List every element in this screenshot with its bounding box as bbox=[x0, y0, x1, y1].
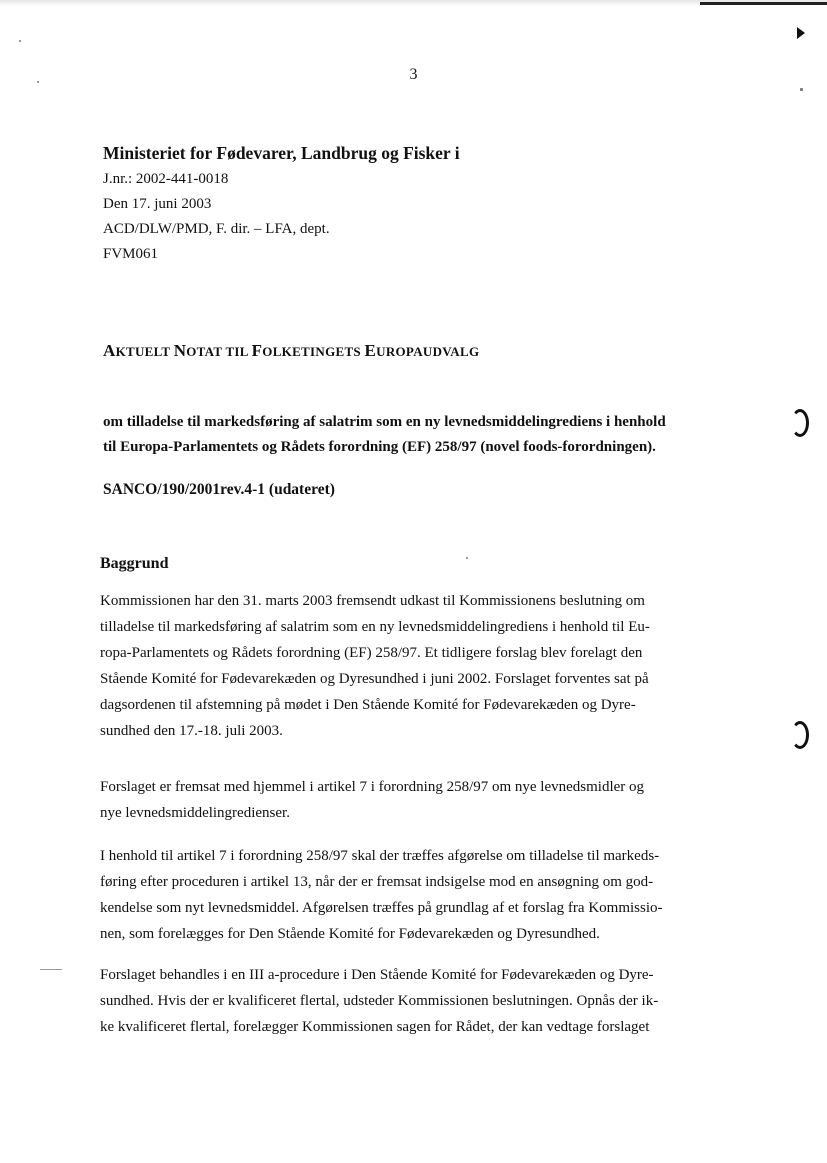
body-paragraph bbox=[100, 962, 725, 1040]
paragraph-line: Kommissionen har den 31. marts 2003 fremsendt udkast til Kommissionens beslutning om bbox=[100, 593, 645, 609]
title-cap: N bbox=[173, 341, 187, 360]
reference-number: SANCO/190/2001rev.4-1 (udateret) bbox=[103, 481, 335, 498]
subject-line: om tilladelse til markedsføring af salatrim som en ny levnedsmiddelingrediens i henhold bbox=[103, 414, 666, 430]
paragraph-line: I henhold til artikel 7 i forordning 258/97 skal der træffes afgørelse om tilladelse til markeds- bbox=[100, 848, 660, 864]
ministry-name: Ministeriet for Fødevarer, Landbrug og Fisker i bbox=[103, 143, 460, 163]
paragraph-line: sundhed den 17.-18. juli 2003. bbox=[100, 723, 283, 739]
paragraph-line: tilladelse til markedsføring af salatrim som en ny levnedsmiddelingrediens i henhold til Eu- bbox=[100, 619, 650, 635]
paragraph-line: ropa-Parlamentets og Rådets forordning (EF) 258/97. Et tidligere forslag blev forelagt den bbox=[100, 645, 643, 661]
body-paragraph bbox=[100, 843, 725, 947]
section-heading: Baggrund bbox=[100, 555, 169, 572]
document-title bbox=[103, 341, 479, 361]
title-rest: UROPAUDVALG bbox=[376, 344, 480, 359]
title-cap: E bbox=[364, 341, 377, 360]
paragraph-line: dagsordenen til afstemning på mødet i Den Stående Komité for Fødevarekæden og Dyre- bbox=[100, 697, 636, 713]
paragraph-line: nen, som forelægges for Den Stående Komité for Fødevarekæden og Dyresundhed. bbox=[100, 926, 600, 942]
title-rest: OTAT TIL bbox=[186, 344, 252, 359]
margin-mark bbox=[40, 969, 62, 970]
corner-arrow-icon bbox=[797, 27, 805, 39]
scan-speck bbox=[19, 40, 21, 42]
title-rest: KTUELT bbox=[115, 344, 174, 359]
paragraph-line: ke kvalificeret flertal, forelægger Kommissionen sagen for Rådet, der kan vedtage forslaget bbox=[100, 1019, 650, 1035]
paragraph-line: sundhed. Hvis der er kvalificeret flertal, udsteder Kommissionen beslutningen. Opnås der ik- bbox=[100, 993, 659, 1009]
scan-speck bbox=[800, 88, 803, 91]
paragraph-line: nye levnedsmiddelingredienser. bbox=[100, 805, 290, 821]
subject-line: til Europa-Parlamentets og Rådets forordning (EF) 258/97 (novel foods-forordningen). bbox=[103, 439, 656, 455]
body-paragraph bbox=[100, 588, 725, 744]
document-header bbox=[103, 141, 460, 267]
document-subject bbox=[103, 410, 743, 460]
paragraph-line: Stående Komité for Fødevarekæden og Dyresundhed i juni 2002. Forslaget forventes sat på bbox=[100, 671, 649, 687]
author-initials: ACD/DLW/PMD, F. dir. – LFA, dept. bbox=[103, 221, 330, 237]
paragraph-line: føring efter proceduren i artikel 13, når der er fremsat indsigelse mod en ansøgning om god- bbox=[100, 874, 654, 890]
document-code: FVM061 bbox=[103, 246, 159, 262]
punch-hole-mark bbox=[791, 721, 809, 749]
punch-hole-mark bbox=[791, 409, 809, 437]
title-rest: OLKETINGETS bbox=[262, 344, 365, 359]
scan-speck bbox=[466, 557, 468, 559]
journal-number: J.nr.: 2002-441-0018 bbox=[103, 171, 229, 187]
paragraph-line: Forslaget behandles i en III a-procedure i Den Stående Komité for Fødevarekæden og Dyre- bbox=[100, 967, 654, 983]
title-cap: A bbox=[103, 341, 116, 360]
scan-top-bar bbox=[700, 2, 827, 5]
paragraph-line: kendelse som nyt levnedsmiddel. Afgørelsen træffes på grundlag af et forslag fra Kommissio- bbox=[100, 900, 663, 916]
document-date: Den 17. juni 2003 bbox=[103, 196, 212, 212]
page-number: 3 bbox=[409, 66, 418, 83]
paragraph-line: Forslaget er fremsat med hjemmel i artikel 7 i forordning 258/97 om nye levnedsmidler og bbox=[100, 779, 645, 795]
title-cap: F bbox=[251, 341, 263, 360]
body-paragraph bbox=[100, 774, 725, 826]
